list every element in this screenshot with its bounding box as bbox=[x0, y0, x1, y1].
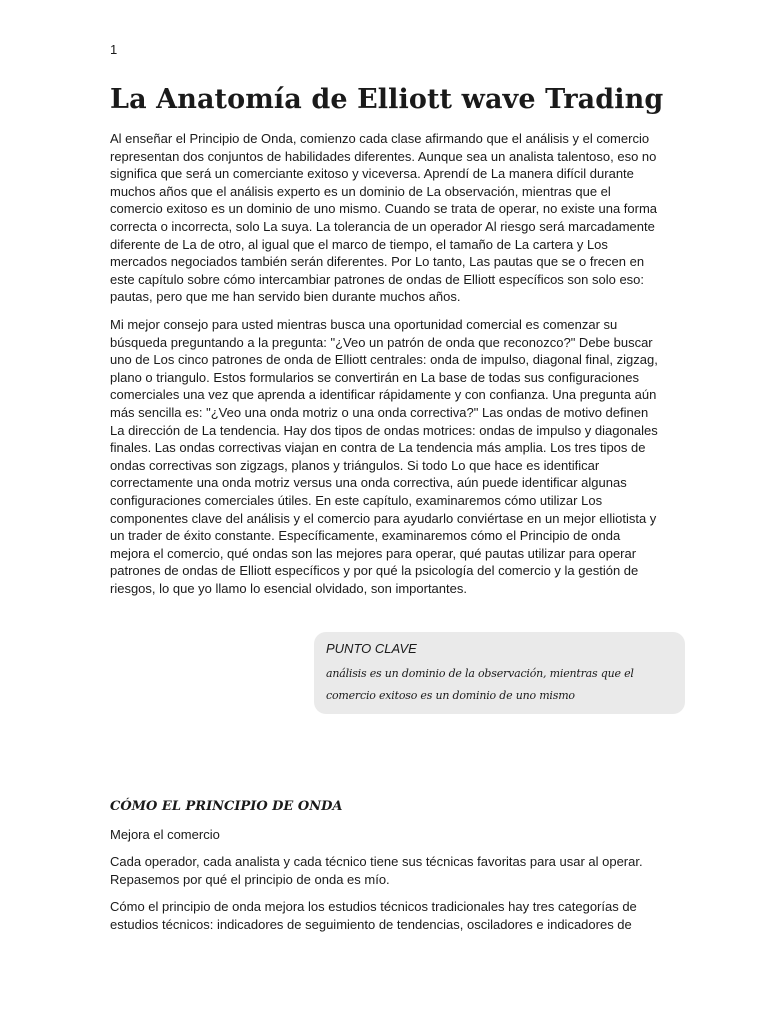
callout-heading: PUNTO CLAVE bbox=[326, 641, 417, 656]
body-paragraph-4: Cómo el principio de onda mejora los estudios técnicos tradicionales hay tres categorías de estudios técnicos: indicadores de seguimiento de tendencias, osciladores e indicadores de bbox=[110, 899, 637, 932]
body-paragraph-1: Al enseñar el Principio de Onda, comienzo cada clase afirmando que el análisis y el comercio representan dos conjuntos de habilidades diferentes. Aunque sea un analista talentoso, eso no significa que será un comerciante exitoso y viceversa. Aprendí de La manera difícil durante muchos años que el análisis experto es un dominio de La observación, mientras que el comercio exitoso es un dominio de uno mismo. Cuando se trata de operar, no existe una forma correcta o incorrecta, solo La suya. La tolerancia de un operador Al riesgo será marcadamente diferente de La de otro, al igual que el marco de tiempo, el tamaño de La cartera y Los mercados negociados también serán diferentes. Por Lo tanto, Las pautas que se o frecen en este capítulo sobre cómo intercambiar patrones de ondas de Elliott específicos son solo eso: pautas, pero que me han servido bien durante muchos años. bbox=[110, 131, 658, 305]
section-heading: CÓMO EL PRINCIPIO DE ONDA bbox=[110, 799, 343, 814]
body-paragraph-2: Mi mejor consejo para usted mientras busca una oportunidad comercial es comenzar su búsqueda preguntando a la pregunta: "¿Veo un patrón de onda que reconozco?" Debe buscar uno de Los cinco patrones de onda de Elliott centrales: onda de impulso, diagonal final, zigzag, plano o triangulo. Estos formularios se convertirán en La base de todas sus configuraciones comerciales una vez que aprenda a identificar rápidamente y con confianza. Una pregunta aún más sencilla es: "¿Veo una onda motriz o una onda correctiva?" Las ondas de motivo definen La dirección de La tendencia. Hay dos tipos de ondas motrices: ondas de impulso y diagonales finales. Las ondas correctivas viajan en contra de La tendencia más amplia. Los tres tipos de ondas correctivas son zigzags, planos y triángulos. Si todo Lo que hace es identificar correctamente una onda motriz versus una onda correctiva, aún puede identificar algunas configuraciones comerciales útiles. En este capítulo, examinaremos cómo utilizar Los componentes clave del análisis y el comercio para ayudarlo conviértase en un mejor elliotista y un trader de éxito constante. Específicamente, examinaremos cómo el Principio de onda mejora el comercio, qué ondas son las mejores para operar, qué pautas utilizar para operar patrones de ondas de Elliott específicos y por qué la psicología del comercio y la gestión de riesgos, lo que yo llamo lo esencial olvidado, son importantes. bbox=[110, 317, 658, 596]
page-number: 1 bbox=[110, 42, 118, 57]
callout-text: análisis es un dominio de la observación, mientras que el comercio exitoso es un dominio de uno mismo bbox=[326, 667, 634, 702]
key-point-callout bbox=[314, 632, 685, 714]
section-subheading: Mejora el comercio bbox=[110, 827, 220, 842]
document-title: La Anatomía de Elliott wave Trading bbox=[110, 84, 664, 115]
body-paragraph-3: Cada operador, cada analista y cada técnico tiene sus técnicas favoritas para usar al operar. Repasemos por qué el principio de onda es mío. bbox=[110, 854, 643, 887]
